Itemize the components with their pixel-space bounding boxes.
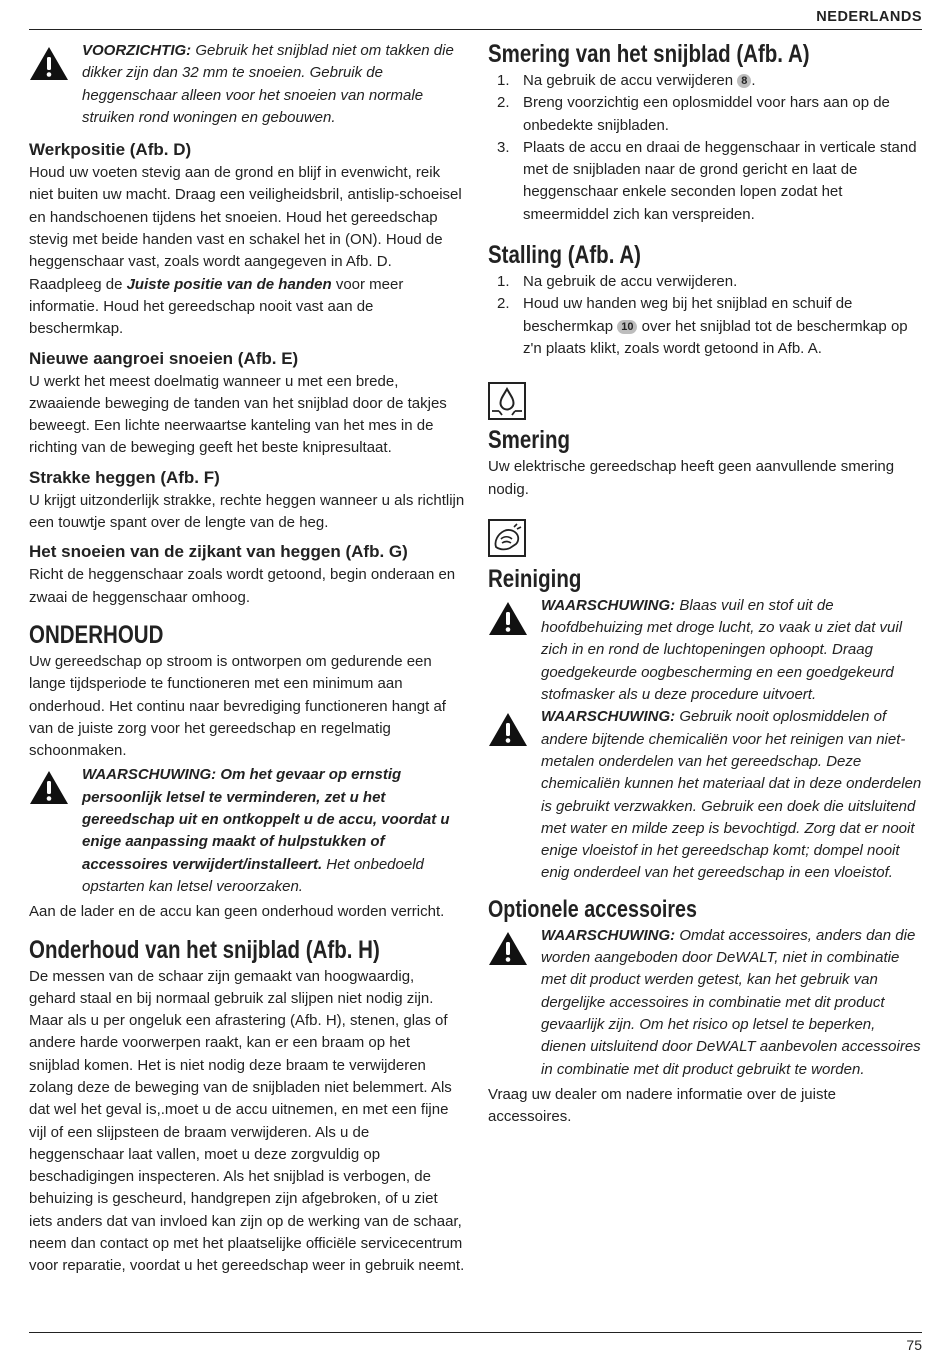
- warning-triangle-icon: [29, 40, 82, 81]
- list-item-body: Na gebruik de accu verwijderen: [523, 72, 738, 89]
- strakke-text: U krijgt uitzonderlijk strakke, rechte heggen wanneer u als richtlijn een touwtje spant over de lengte van de heg.: [29, 491, 465, 532]
- werkpositie-text-part2: voor meer informatie. Houd het gereedschap nooit vast aan de beschermkap.: [29, 275, 404, 338]
- section-heading-snijblad: Onderhoud van het snijblad (Afb. H): [29, 935, 380, 964]
- list-item-text: Breng voorzichtig een oplosmiddel voor hars aan op de onbedekte snijbladen.: [523, 94, 890, 134]
- onderhoud-warning-bold: WAARSCHUWING: Om het gevaar op ernstig persoonlijk letsel te verminderen, zet u het gereedschap uit en ontkoppelt u de accu, voordat u enige aanpassing maakt of hulpstukken of accessoires verwijdert/installeert.: [82, 766, 450, 873]
- caution-body: Gebruik het snijblad niet om takken die dikker zijn dan 32 mm te snoeien. Gebruik de heggenschaar alleen voor het snoeien van normale struiken rond woningen en gebouwen.: [82, 42, 454, 126]
- list-item: [488, 70, 922, 92]
- smering-snijblad-list: [488, 70, 922, 226]
- list-item: [488, 137, 922, 226]
- section-heading-accessoires: Optionele accessoires: [488, 895, 697, 923]
- caution-block: [29, 40, 465, 129]
- snijblad-text: De messen van de schaar zijn gemaakt van hoogwaardig, gehard staal en bij normaal gebruik zal slijpen niet nodig zijn. Maar als u per ongeluk een afrastering (Afb. H), stenen, glas of andere harde voorwerpen raakt, kan er een braam op het snijblad komen. Het is niet nodig deze braam te verwijderen zolang deze de beweging van de snijbladen niet belemmert. Als dat wel het geval is,.moet u de accu uitnemen, en met een fijne vijl of een slijpsteen de braam verwijderen. Als u de heggenschaar laat vallen, moet u deze zorgvuldig op beschadigingen inspecteren. Als het snijblad is verbogen, de behuizing is gescheurd, handgrepen zijn afgebroken, of u ziet iets anders dat van invloed kan zijn op de werking van de schaar, neem dan contact op met het plaatselijke officiële servicecentrum voor reparatie, voordat u het gereedschap weer in gebruik neemt.: [29, 967, 465, 1275]
- page-header-language: NEDERLANDS: [816, 9, 922, 25]
- part-number-badge: 10: [617, 320, 637, 334]
- onderhoud-after-text: Aan de lader en de accu kan geen onderhoud worden verricht.: [29, 903, 445, 921]
- list-item-text: Plaats de accu en draai de heggenschaar in verticale stand met de snijbladen naar de grond gericht en laat de heggenschaar enkele seconden lopen zodat het smeermiddel zich kan verspreiden.: [523, 138, 917, 223]
- onderhoud-text: Uw gereedschap op stroom is ontworpen om gedurende een lange tijdsperiode te functioneren met een minimum aan onderhoud. Het continu naar bevrediging functioneren hangt af van de juiste zorg voor het gereedschap en regelmatig schoonmaken.: [29, 652, 446, 760]
- warning-body: Blaas vuil en stof uit de hoofdbehuizing met droge lucht, zo vaak u ziet dat vuil zich in en rond de luchtopeningen ophoopt. Draag goedgekeurde oogbescherming en een goedgekeurd stofmasker als u deze procedure uitvoert.: [541, 596, 903, 704]
- caution-text: [82, 40, 465, 129]
- aangroei-text: U werkt het meest doelmatig wanneer u met een brede, zwaaiende beweging de tanden van het snijblad door de takjes beweegt. Een lichte neerwaartse kanteling van het mes in de richting van de beweging geeft het beste knipresultaat.: [29, 372, 447, 457]
- part-number-badge: 8: [737, 74, 751, 88]
- reiniging-warning-2: [488, 706, 922, 884]
- list-item-text: [523, 70, 922, 92]
- right-column: [488, 38, 922, 1128]
- list-item: [488, 92, 922, 137]
- werkpositie-text: [29, 162, 465, 340]
- list-item-number: 1.: [497, 72, 510, 89]
- warning-label: WAARSCHUWING:: [541, 926, 676, 944]
- cleaning-hand-icon: [488, 519, 526, 557]
- warning-label: WAARSCHUWING:: [541, 708, 676, 726]
- list-item-body: Houd uw handen weg bij het snijblad en schuif de beschermkap: [523, 295, 853, 335]
- list-item: [488, 293, 922, 360]
- section-heading-strakke: Strakke heggen (Afb. F): [29, 467, 220, 487]
- accessoires-after-text: Vraag uw dealer om nadere informatie over de juiste accessoires.: [488, 1085, 836, 1126]
- warning-triangle-icon: [488, 595, 541, 636]
- werkpositie-emphasis: Juiste positie van de handen: [126, 275, 332, 293]
- list-item-text: [523, 293, 922, 360]
- left-column: [29, 38, 465, 1278]
- section-heading-aangroei: Nieuwe aangroei snoeien (Afb. E): [29, 348, 299, 368]
- caution-label: VOORZICHTIG:: [82, 42, 192, 59]
- list-item-after: .: [751, 72, 756, 89]
- warning-triangle-icon: [488, 925, 541, 966]
- reiniging-warning-2-text: [541, 706, 922, 884]
- onderhoud-warning-block: [29, 764, 465, 898]
- warning-triangle-icon: [488, 706, 541, 747]
- list-item-number: 2.: [497, 295, 510, 313]
- zijkant-text: Richt de heggenschaar zoals wordt getoond, begin onderaan en zwaai de heggenschaar omhoog.: [29, 566, 456, 606]
- reiniging-warning-1-text: [541, 595, 922, 706]
- warning-label: WAARSCHUWING:: [541, 596, 676, 614]
- warning-triangle-icon: [29, 764, 82, 805]
- header-divider: [29, 29, 922, 30]
- section-heading-stalling: Stalling (Afb. A): [488, 241, 641, 270]
- oil-drop-icon: [488, 382, 526, 420]
- warning-body: Omdat accessoires, anders dan die worden aangeboden door DeWALT, niet in combinatie met dit product werden getest, kan het gebruik van dergelijke accessoires in combinatie met dit product gevaarlijk zijn. Om het risico op letsel te beperken, dienen uitsluitend door DeWALT aanbevolen accessoires in combinatie met dit product gebruikt te worden.: [541, 926, 921, 1078]
- accessoires-warning-text: [541, 925, 922, 1081]
- section-heading-werkpositie: Werkpositie (Afb. D): [29, 140, 192, 160]
- section-heading-onderhoud: ONDERHOUD: [29, 620, 164, 649]
- onderhoud-warning-rest: Het onbedoeld opstarten kan letsel veroorzaken.: [82, 855, 424, 895]
- page-number: 75: [906, 1337, 922, 1353]
- section-heading-reiniging: Reiniging: [488, 564, 582, 593]
- section-heading-zijkant: Het snoeien van de zijkant van heggen (Afb. G): [29, 542, 408, 562]
- list-item-number: 3.: [497, 138, 510, 156]
- warning-body: Gebruik nooit oplosmiddelen of andere bijtende chemicaliën voor het reinigen van niet-metalen onderdelen van het gereedschap. Deze chemicaliën kunnen het materiaal dat in deze onderdelen is gebruikt verzwakken. Gebruik een doek die uitsluitend met water en milde zeep is bevochtigd. Zorg dat er nooit enige vloeistof in het gereedschap komt; dompel nooit enig onderdeel van het gereedschap in een vloeistof.: [541, 708, 922, 882]
- stalling-list: [488, 271, 922, 360]
- list-item-after: over het snijblad tot de beschermkap op z'n plaats klikt, zoals wordt getoond in Afb. A.: [523, 317, 908, 357]
- smering-text: Uw elektrische gereedschap heeft geen aanvullende smering nodig.: [488, 458, 895, 498]
- onderhoud-warning-text: [82, 764, 465, 898]
- list-item-number: 2.: [497, 94, 510, 112]
- reiniging-warning-1: [488, 595, 922, 706]
- list-item-text: Na gebruik de accu verwijderen.: [523, 273, 738, 291]
- section-heading-smering-snijblad: Smering van het snijblad (Afb. A): [488, 40, 810, 68]
- section-heading-smering: Smering: [488, 426, 571, 455]
- accessoires-warning: [488, 925, 922, 1081]
- werkpositie-text-part1: Houd uw voeten stevig aan de grond en blijf in evenwicht, reik niet buiten uw macht. Draag een veiligheidsbril, antislip-schoeisel en handschoenen tijdens het snoeien. Houd het gereedschap stevig met beide handen vast en schakel het in (ON). Houd de heggenschaar vast, zoals wordt aangegeven in Afb. D. Raadpleeg de: [29, 164, 462, 293]
- footer-divider: [29, 1332, 922, 1333]
- list-item: [488, 271, 922, 293]
- list-item-number: 1.: [497, 273, 510, 291]
